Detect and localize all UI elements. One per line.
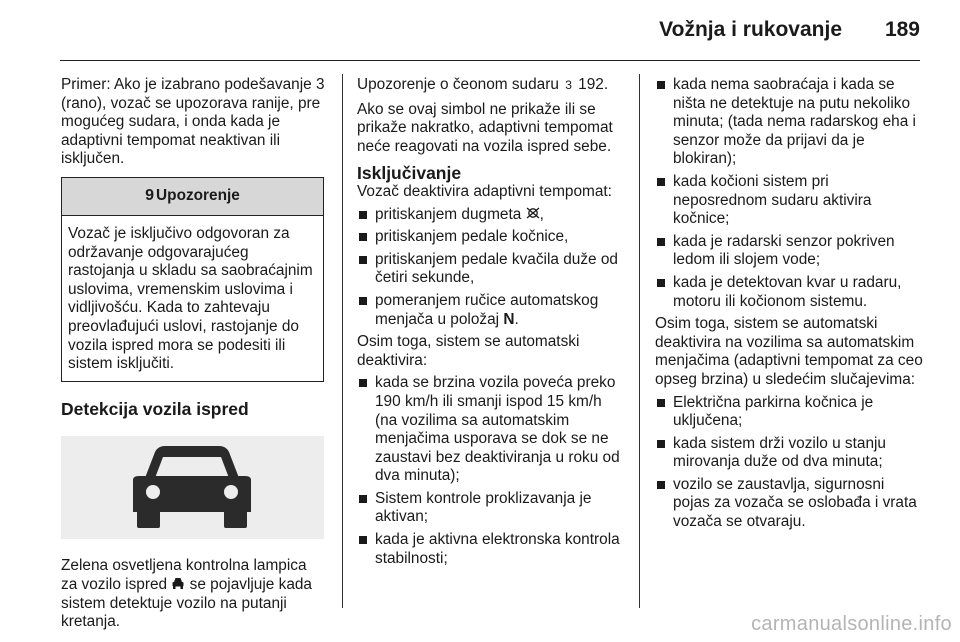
symbol-paragraph: Ako se ovaj simbol ne prikaže ili se prikaže nakratko, adaptivni tempomat neće reagovati na vozila ispred sebe. [357, 100, 613, 155]
column-1 [61, 76, 327, 632]
list-item [357, 206, 625, 225]
list-item: kada kočioni sistem pri neposrednom sudaru aktivira kočnice; [655, 173, 925, 229]
page-ref-arrow-icon: 3 [565, 78, 572, 92]
car-front-icon [171, 577, 185, 589]
warning-title: Upozorenje [156, 187, 240, 205]
ref-text: Upozorenje o čeonom sudaru [357, 76, 559, 93]
column-divider-2 [639, 74, 640, 608]
list-item-punct: . [514, 310, 519, 328]
automatic-gearbox-list [655, 394, 925, 532]
section-title-deactivation: Isključivanje [357, 163, 462, 184]
detection-text-after: se pojavljuje kada sistem detektuje vozilo na putanji kretanja. [61, 575, 312, 631]
list-item: kada je radarski senzor pokriven ledom ili slojem vode; [655, 233, 925, 270]
list-item: pritiskanjem pedale kvačila duže od četiri sekunde, [357, 251, 625, 288]
list-item: kada se brzina vozila poveća preko 190 km/h ili smanji ispod 15 km/h (na vozilima sa automatskim menjačima usporava se dok se ne zaustavi bez deaktiviranja u roku od dva minuta); [357, 374, 625, 486]
header-divider [60, 60, 920, 61]
list-item-text: pomeranjem ručice automatskog menjača u položaj [375, 291, 599, 328]
auto-deactivation-lead: Osim toga, sistem se automatski deaktivira: [357, 333, 580, 369]
warning-header [62, 178, 323, 216]
gear-position-label: N [503, 310, 515, 328]
list-item: pritiskanjem pedale kočnice, [357, 228, 625, 247]
auto-deactivation-list [357, 374, 625, 568]
driver-deactivation-list [357, 206, 625, 330]
column-divider-1 [342, 74, 343, 608]
list-item: kada je aktivna elektronska kontrola stabilnosti; [357, 531, 625, 568]
page-number: 189 [884, 18, 920, 41]
ref-page: 192. [578, 76, 609, 93]
list-item-punct: , [539, 205, 544, 223]
list-item: Sistem kontrole proklizavanja je aktivan; [357, 490, 625, 527]
car-front-icon [61, 436, 324, 539]
warning-triangle-icon: 9 [145, 187, 155, 205]
list-item [357, 292, 625, 329]
list-item: kada sistem drži vozilo u stanju mirovanja duže od dva minuta; [655, 435, 925, 472]
watermark: carmanualsonline.info [751, 613, 952, 635]
section-title-detection: Detekcija vozila ispred [61, 398, 249, 419]
cruise-cancel-icon [526, 207, 540, 219]
deactivation-lead: Vozač deaktivira adaptivni tempomat: [357, 182, 612, 200]
car-illustration [61, 436, 324, 539]
intro-paragraph: Primer: Ako je izabrano podešavanje 3 (rano), vozač se upozorava ranije, pre mogućeg sudara, i onda kada je adaptivni tempomat neaktivan ili isključen. [61, 76, 325, 168]
auto-deactivation-list-cont [655, 76, 925, 311]
list-item: kada nema saobraćaja i kada se ništa ne detektuje na putu nekoliko minuta; (tada nema radarskog eha i senzor može da prijavi da je blokiran); [655, 76, 925, 169]
column-3 [655, 76, 925, 532]
page-header [0, 0, 960, 60]
chapter-title: Vožnja i rukovanje [659, 18, 842, 41]
list-item: kada je detektovan kvar u radaru, motoru ili kočionom sistemu. [655, 274, 925, 311]
automatic-gearbox-paragraph: Osim toga, sistem se automatski deaktivira na vozilima sa automatskim menjačima (adaptivni tempomat za ceo opseg brzina) u sledećim slučajevima: [655, 315, 923, 388]
detection-text-before: Zelena osvetljena kontrolna lampica za vozilo ispred [61, 557, 307, 593]
warning-box [61, 177, 324, 382]
list-item-text: pritiskanjem dugmeta [375, 205, 522, 223]
column-2 [357, 76, 625, 568]
cross-reference [357, 76, 625, 95]
warning-body: Vozač je isključivo odgovoran za održavanje odgovarajućeg rastojanja u skladu sa saobraćajnim uslovima, vremenskim uslovima i vidljivošću. Kada to zahtevaju preovlađujući uslovi, rastojanje do vozila ispred mora se podesiti ili sistem isključiti. [68, 224, 313, 373]
list-item: vozilo se zaustavlja, sigurnosni pojas za vozača se oslobađa i vrata vozača se otvaraju. [655, 476, 925, 532]
list-item: Električna parkirna kočnica je uključena; [655, 394, 925, 431]
detection-paragraph [61, 557, 327, 631]
